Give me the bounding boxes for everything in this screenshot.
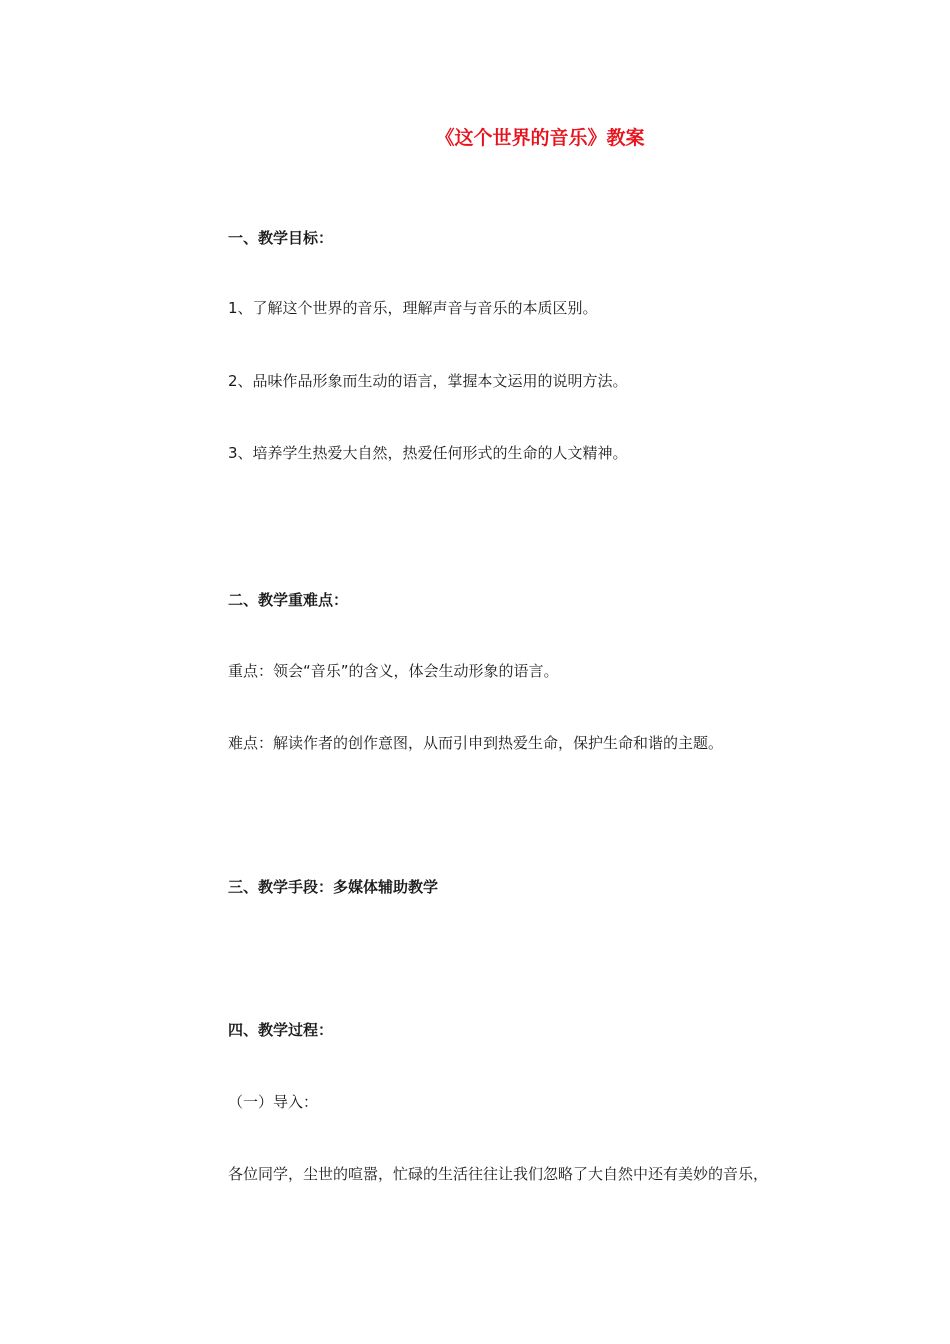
section-heading-objectives: 一、教学目标： [228,229,334,247]
section-heading-teaching-means: 三、教学手段：多媒体辅助教学 [228,878,439,896]
objective-item-2: 2、品味作品形象而生动的语言，掌握本文运用的说明方法。 [228,372,628,390]
introduction-paragraph: 各位同学，尘世的喧嚣，忙碌的生活往往让我们忽略了大自然中还有美妙的音乐， [228,1165,769,1183]
section-heading-key-points: 二、教学重难点： [228,591,349,609]
document-title: 《这个世界的音乐》教案 [435,127,645,149]
section-heading-teaching-process: 四、教学过程： [228,1021,334,1039]
subheading-introduction: （一）导入： [228,1093,319,1111]
objective-item-1: 1、了解这个世界的音乐，理解声音与音乐的本质区别。 [228,299,598,317]
objective-item-3: 3、培养学生热爱大自然，热爱任何形式的生命的人文精神。 [228,444,628,462]
key-point-text: 重点：领会“音乐”的含义，体会生动形象的语言。 [228,662,559,680]
difficult-point-text: 难点：解读作者的创作意图，从而引申到热爱生命，保护生命和谐的主题。 [228,734,724,752]
